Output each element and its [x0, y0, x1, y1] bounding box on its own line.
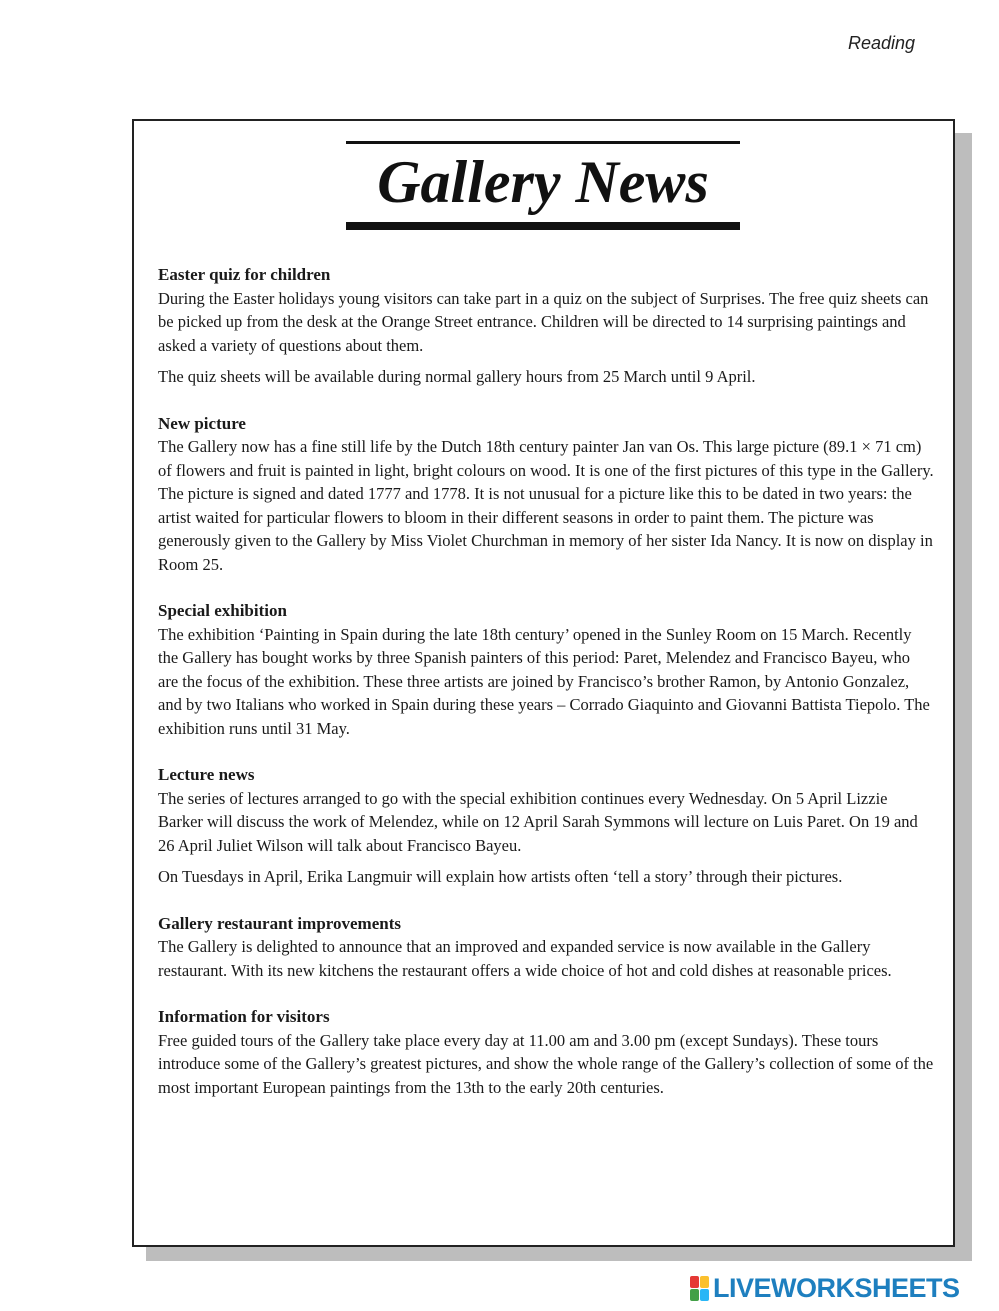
section-restaurant [158, 912, 934, 983]
article-frame [132, 119, 955, 1247]
section-paragraph: Free guided tours of the Gallery take place every day at 11.00 am and 3.00 pm (except Sundays). These tours introduce some of the Gallery’s greatest pictures, and show the whole range of the Gallery’s collection of some of the most important European paintings from the 13th to the early 20th centuries. [158, 1030, 934, 1097]
section-lecture-news [158, 763, 934, 889]
section-special-exhibition [158, 599, 934, 740]
section-heading: Easter quiz for children [158, 265, 331, 284]
section-heading: Special exhibition [158, 601, 287, 620]
section-heading: Gallery restaurant improvements [158, 913, 401, 933]
logo-text: LIVEWORKSHEETS [713, 1273, 960, 1303]
section-paragraph: The Gallery is delighted to announce that an improved and expanded service is now available in the Gallery restaurant. With its new kitchens the restaurant offers a wide choice of hot and cold dishes at reasonable prices. [158, 937, 892, 980]
section-heading: Information for visitors [158, 1007, 330, 1026]
liveworksheets-logo[interactable] [690, 1273, 960, 1304]
page-title: Gallery News [377, 149, 709, 215]
section-new-picture [158, 412, 934, 577]
page-section-label: Reading [848, 33, 916, 53]
section-easter-quiz [158, 263, 934, 389]
section-paragraph: The exhibition ‘Painting in Spain during the late 18th century’ opened in the Sunley Room on 15 March. Recently the Gallery has bought works by three Spanish painters of this period: Paret, Melendez and Francisco Bayeu, who are the focus of the exhibition. These three artists are joined by Francisco’s brother Ramon, by Antonio Gonzalez, and by two Italians who worked in Spain during these years – Corrado Giaquinto and Giovanni Battista Tiepolo. The exhibition runs until 31 May. [158, 624, 930, 738]
masthead [346, 141, 740, 230]
section-heading: New picture [158, 413, 246, 433]
section-paragraph: The quiz sheets will be available during normal gallery hours from 25 March until 9 April. [158, 367, 756, 386]
section-paragraph: During the Easter holidays young visitors can take part in a quiz on the subject of Surprises. The free quiz sheets can be picked up from the desk at the Orange Street entrance. Children will be directed to 14 surprising paintings and asked a variety of questions about them. [158, 288, 929, 355]
section-paragraph: The Gallery now has a fine still life by the Dutch 18th century painter Jan van Os. This large picture (89.1 × 71 cm) of flowers and fruit is painted in light, bright colours on wood. It is one of the first pictures of this type in the Gallery. The picture is signed and dated 1777 and 1778. It is not unusual for a picture like this to be dated in two years: the artist waited for particular flowers to bloom in their different seasons in order to paint them. The picture was generously given to the Gallery by Miss Violet Churchman in memory of her sister Ida Nancy. It is now on display in Room 25. [158, 437, 934, 574]
logo-grid-icon [690, 1276, 709, 1301]
section-paragraph: On Tuesdays in April, Erika Langmuir will explain how artists often ‘tell a story’ through their pictures. [158, 867, 843, 886]
article-body [158, 263, 934, 1099]
section-visitor-info [158, 1005, 934, 1099]
section-paragraph: The series of lectures arranged to go with the special exhibition continues every Wednesday. On 5 April Lizzie Barker will discuss the work of Melendez, while on 12 April Sarah Symmons will lecture on Luis Paret. On 19 and 26 April Juliet Wilson will talk about Francisco Bayeu. [158, 788, 918, 855]
section-heading: Lecture news [158, 765, 255, 784]
